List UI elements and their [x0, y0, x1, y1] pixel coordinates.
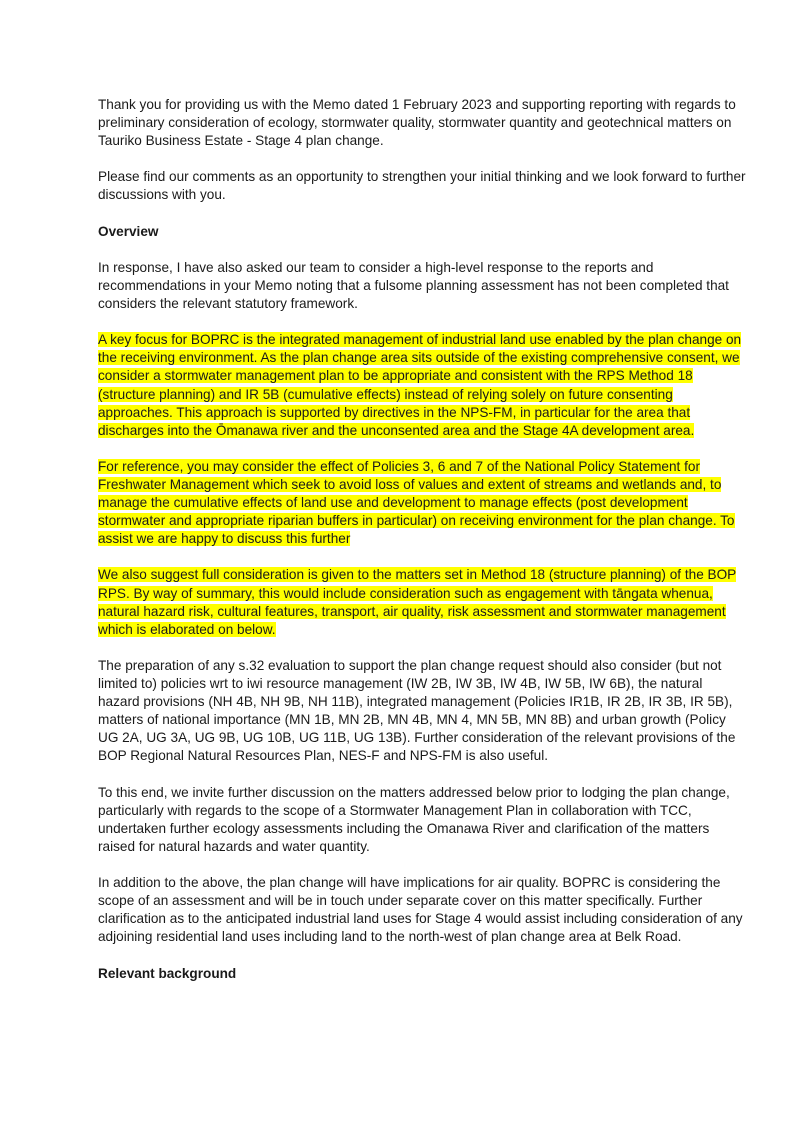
key-focus-text: A key focus for BOPRC is the integrated management of industrial land use enabled by the plan change on the receiving environment. As the plan change area sits outside of the existing comprehensive consent, we consider a stormwater management plan to be appropriate and consistent with the RPS Method 18 (structure planning) and IR 5B (cumulative effects) instead of relying solely on future consenting approaches. This approach is supported by directives in the NPS-FM, in particular for the area that discharges into the Ōmanawa river and the unconsented area and the Stage 4A development area. — [98, 332, 742, 438]
reference-text: For reference, you may consider the effect of Policies 3, 6 and 7 of the National Policy Statement for Freshwater Management which seek to avoid loss of values and extent of streams and wetlands and, to manage the cumulative effects of land use and development to manage effects (post development stormwater and appropriate riparian buffers in particular) on receiving environment for the plan change. To assist we are happy to discuss this further — [98, 458, 735, 547]
comments-paragraph: Please find our comments as an opportunity to strengthen your initial thinking and we look forward to further discussions with you. — [98, 169, 746, 203]
relevant-background-heading: Relevant background — [98, 965, 237, 981]
overview-heading: Overview — [98, 223, 159, 239]
reference-paragraph — [98, 458, 747, 548]
s32-paragraph: The preparation of any s.32 evaluation to support the plan change request should also consider (but not limited to) policies wrt to iwi resource management (IW 2B, IW 3B, IW 4B, IW 5B, IW 6B), the natural hazard provisions (NH 4B, NH 9B, NH 11B), integrated management (Policies IR1B, IR 2B, IR 3B, IR 5B), matters of national importance (MN 1B, MN 2B, MN 4B, MN 4, MN 5B, MN 8B) and urban growth (Policy UG 2A, UG 3A, UG 9B, UG 10B, UG 11B, UG 13B). Further consideration of the relevant provisions of the BOP Regional Natural Resources Plan, NES-F and NPS-FM is also useful. — [98, 657, 736, 764]
response-paragraph: In response, I have also asked our team to consider a high-level response to the reports and recommendations in your Memo noting that a fulsome planning assessment has not been completed that considers the relevant statutory framework. — [98, 259, 729, 312]
intro-paragraph: Thank you for providing us with the Memo dated 1 February 2023 and supporting reporting with regards to preliminary consideration of ecology, stormwater quality, stormwater quantity and geotechnical matters on Tauriko Business Estate - Stage 4 plan change. — [98, 97, 736, 149]
air-quality-paragraph: In addition to the above, the plan change will have implications for air quality. BOPRC is considering the scope of an assessment and will be in touch under separate cover on this matter specifically. Further clarification as to the anticipated industrial land uses for Stage 4 would assist including consideration of any adjoining residential land uses including land to the north-west of plan change area at Belk Road. — [98, 875, 743, 945]
key-focus-paragraph — [98, 331, 747, 440]
further-discussion-paragraph: To this end, we invite further discussion on the matters addressed below prior to lodging the plan change, particularly with regards to the scope of a Stormwater Management Plan in collaboration with TCC, undertaken further ecology assessments including the Omanawa River and clarification of the matters raised for natural hazards and water quantity. — [98, 784, 730, 854]
method18-text: We also suggest full consideration is given to the matters set in Method 18 (structure planning) of the BOP RPS. By way of summary, this would include consideration such as engagement with tāngata whenua, natural hazard risk, cultural features, transport, air quality, risk assessment and stormwater management which is elaborated on below. — [98, 567, 737, 637]
method18-paragraph — [98, 566, 747, 638]
